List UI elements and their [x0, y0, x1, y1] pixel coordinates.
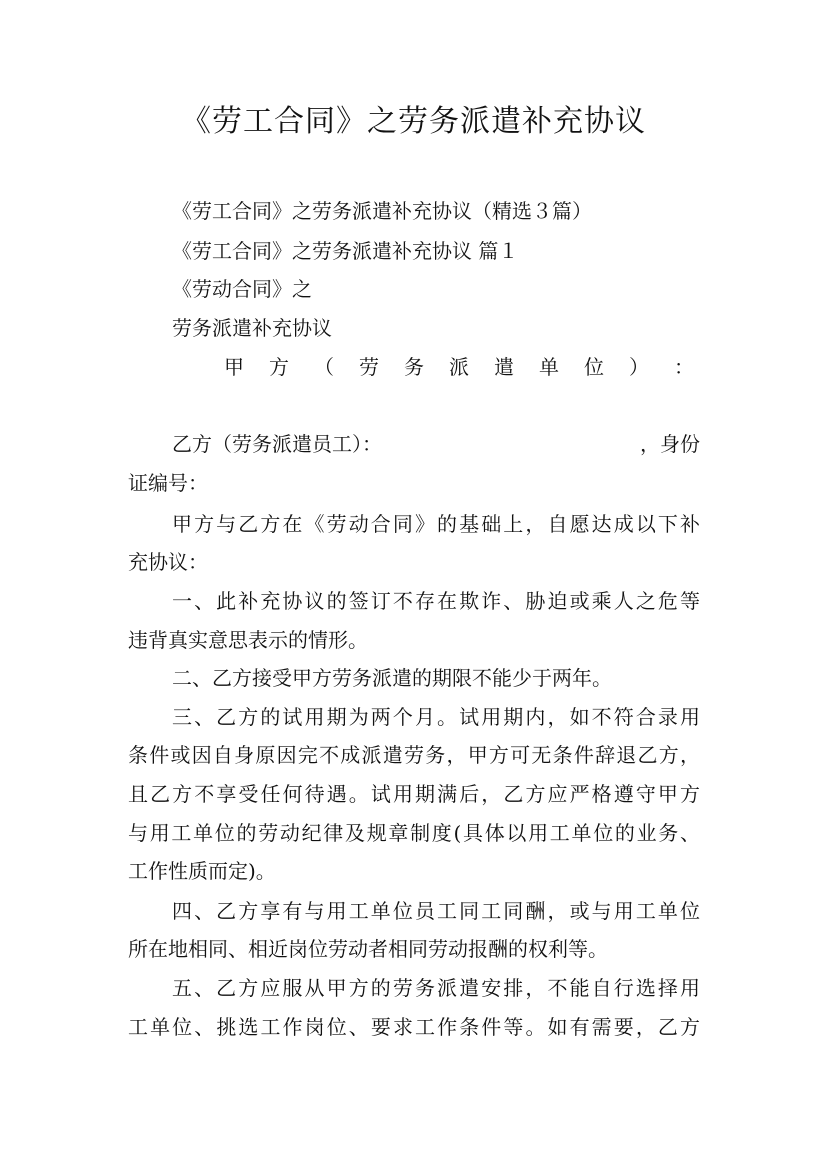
- party-a-char: 单: [539, 355, 559, 379]
- paragraph-line: 甲方与乙方在《劳动合同》的基础上，自愿达成以下补: [172, 512, 700, 536]
- paragraph-line: 工单位、挑选工作岗位、要求工作条件等。如有需要，乙方: [128, 1015, 700, 1039]
- paragraph-line: 充协议：: [128, 550, 208, 574]
- paragraph-line: 违背真实意思表示的情形。: [128, 628, 368, 652]
- intro-line: 《劳工合同》之劳务派遣补充协议 篇１: [172, 239, 519, 263]
- paragraph-line: 五、乙方应服从甲方的劳务派遣安排，不能自行选择用: [172, 976, 700, 1000]
- paragraph-line: 工作性质而定)。: [128, 859, 276, 883]
- paragraph-line: 所在地相同、相近岗位劳动者相同劳动报酬的权利等。: [128, 937, 608, 961]
- party-a-char: （: [314, 355, 334, 379]
- intro-line: 劳务派遣补充协议: [172, 316, 332, 340]
- paragraph-line: 三、乙方的试用期为两个月。试用期内，如不符合录用: [172, 705, 700, 729]
- paragraph-line: 与用工单位的劳动纪律及规章制度(具体以用工单位的业务、: [128, 821, 700, 845]
- paragraph-line: 二、乙方接受甲方劳务派遣的期限不能少于两年。: [172, 666, 612, 690]
- party-a-char: 务: [404, 355, 424, 379]
- paragraph-line: 条件或因自身原因完不成派遣劳务，甲方可无条件辞退乙方，: [128, 743, 700, 767]
- party-b-line: [172, 429, 700, 459]
- party-a-char: ）: [629, 355, 649, 379]
- party-a-char: 劳: [359, 355, 379, 379]
- party-a-char: 甲: [224, 355, 244, 379]
- intro-line: 《劳工合同》之劳务派遣补充协议（精选３篇）: [172, 199, 592, 223]
- party-a-char: ：: [674, 355, 694, 379]
- paragraph-line: 一、此补充协议的签订不存在欺诈、胁迫或乘人之危等: [172, 589, 700, 613]
- party-a-char: 遣: [494, 355, 514, 379]
- party-a-char: 位: [584, 355, 604, 379]
- party-b-id-label: ，身份: [640, 432, 700, 456]
- document-title: 《劳工合同》之劳务派遣补充协议: [181, 104, 646, 139]
- party-a-char: 派: [449, 355, 469, 379]
- paragraph-line: 且乙方不享受任何待遇。试用期满后，乙方应严格遵守甲方: [128, 782, 700, 806]
- party-b-label: 乙方（劳务派遣员工）：: [172, 432, 382, 456]
- party-a-char: 方: [269, 355, 289, 379]
- party-a-line: [224, 352, 694, 382]
- intro-line: 《劳动合同》之: [172, 277, 312, 301]
- party-b-id-line: 证编号：: [128, 471, 208, 495]
- paragraph-line: 四、乙方享有与用工单位员工同工同酬，或与用工单位: [172, 899, 700, 923]
